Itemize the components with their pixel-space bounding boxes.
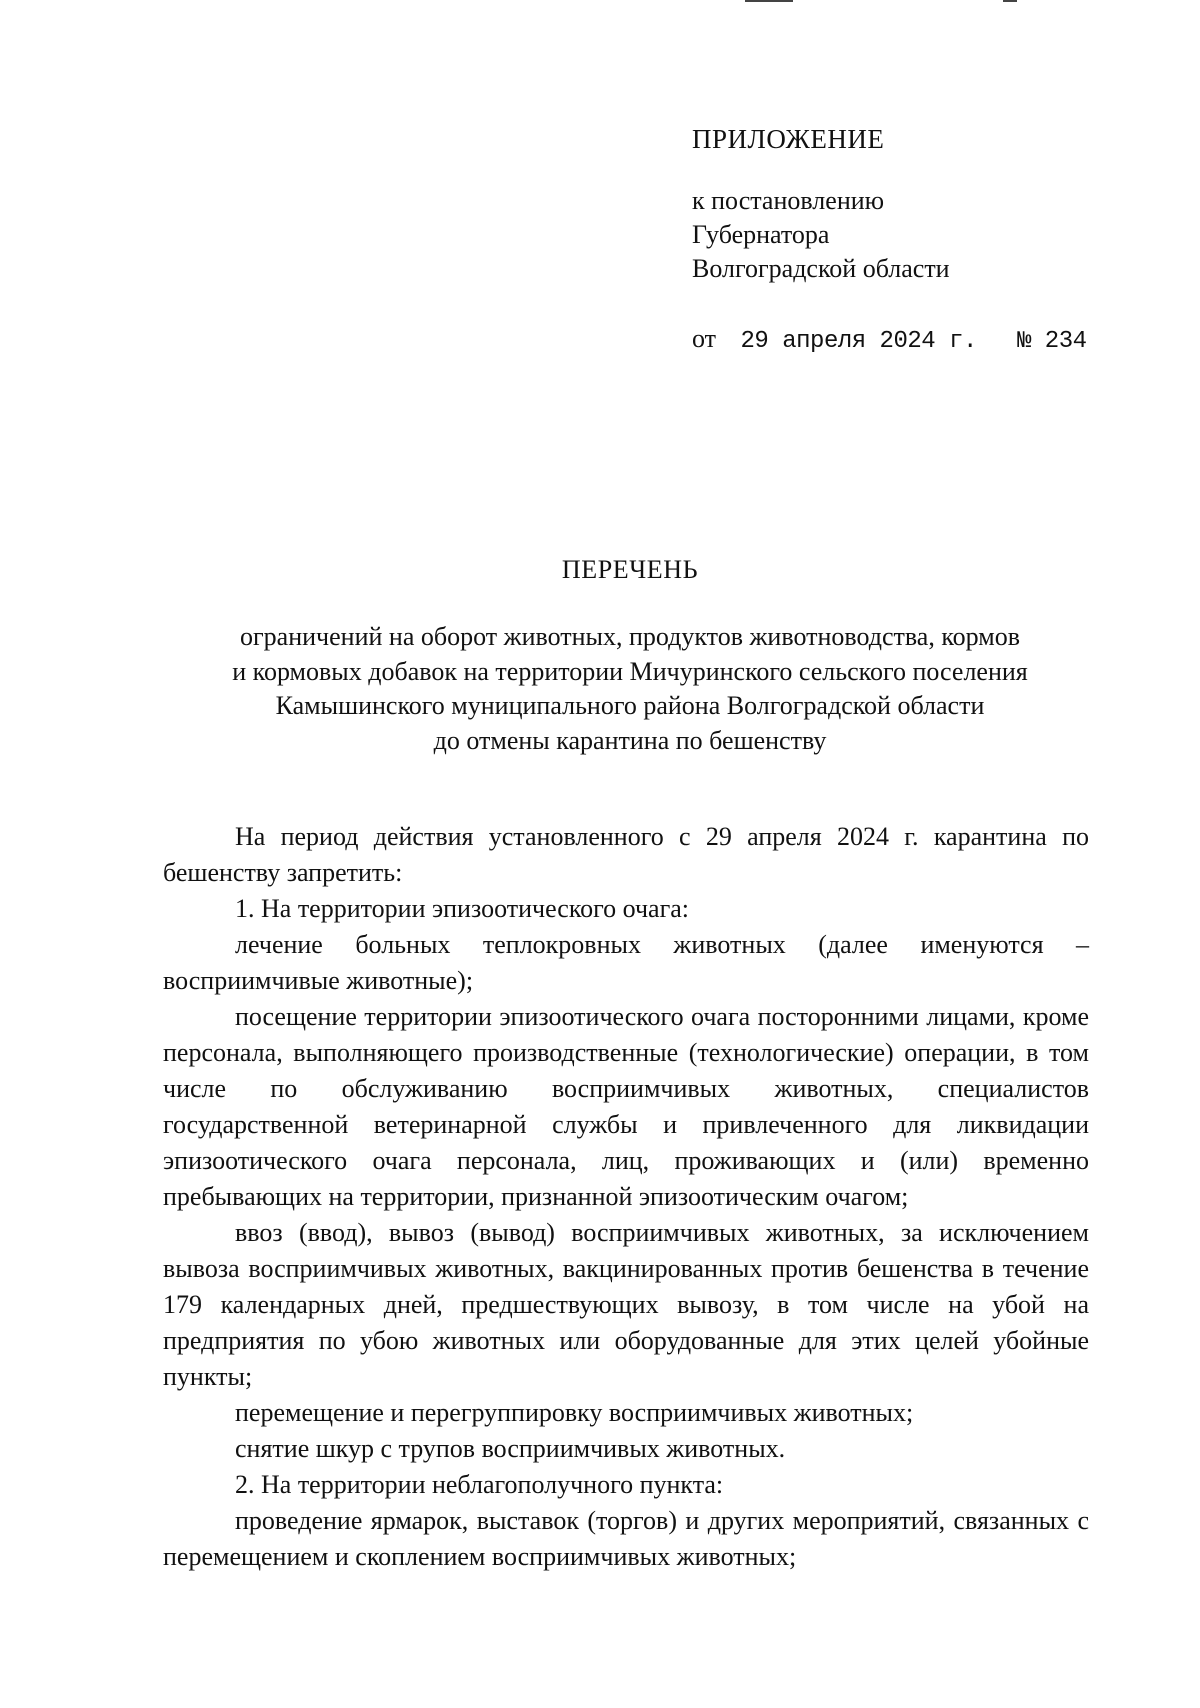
document-subtitle [160, 620, 1100, 758]
document-title: ПЕРЕЧЕНЬ [561, 555, 699, 584]
scan-artifact-marks [745, 0, 1025, 4]
decree-date: 29 апреля 2024 г. [740, 328, 977, 355]
subtitle-line: ограничений на оборот животных, продуктов животноводства, кормов [240, 622, 1020, 651]
document-body [163, 819, 1089, 1575]
scan-mark-right [1003, 0, 1017, 2]
scan-mark-left [745, 0, 793, 2]
paragraph-intro: На период действия установленного с 29 апреля 2024 г. карантина по бешенству запретить: [163, 822, 1089, 887]
decree-from-label: от [692, 324, 717, 353]
paragraph-movement: перемещение и перегруппировку восприимчивых животных; [235, 1398, 914, 1427]
paragraph-fairs: проведение ярмарок, выставок (торгов) и других мероприятий, связанных с перемещением и скоплением восприимчивых животных; [163, 1506, 1089, 1571]
paragraph-visits: посещение территории эпизоотического очага посторонними лицами, кроме персонала, выполняющего производственные (технологические) операции, в том числе по обслуживанию восприимчивых животных, специалистов государственной ветеринарной службы и привлеченного для ликвидации эпизоотического очага персонала, лиц, проживающих и (или) временно пребывающих на территории, признанной эпизоотическим очагом; [163, 1002, 1089, 1211]
paragraph-section-2-heading: 2. На территории неблагополучного пункта: [235, 1470, 724, 1499]
subtitle-line: до отмены карантина по бешенству [433, 725, 827, 755]
paragraph-import-export: ввоз (ввод), вывоз (вывод) восприимчивых животных, за исключением вывоза восприимчивых животных, вакцинированных против бешенства в течение 179 календарных дней, предшествующих вывозу, в том числе на убой на предприятия по убою животных или оборудованные для этих целей убойные пункты; [163, 1218, 1089, 1391]
appendix-block [692, 122, 1112, 286]
subtitle-line: и кормовых добавок на территории Мичуринского сельского поселения [232, 656, 1028, 686]
decree-reference [692, 322, 1112, 359]
decree-number-wrap [1017, 322, 1087, 359]
decree-number: № 234 [1017, 328, 1087, 355]
appendix-heading: ПРИЛОЖЕНИЕ [692, 124, 885, 154]
appendix-line-3: Волгоградской области [692, 254, 950, 283]
paragraph-section-1-heading: 1. На территории эпизоотического очага: [235, 894, 690, 923]
appendix-line-1: к постановлению [692, 186, 885, 215]
paragraph-treatment: лечение больных теплокровных животных (далее именуются – восприимчивые животные); [163, 930, 1089, 995]
subtitle-line: Камышинского муниципального района Волгоградской области [275, 691, 985, 720]
paragraph-skinning: снятие шкур с трупов восприимчивых животных. [235, 1434, 786, 1463]
appendix-line-2: Губернатора [692, 220, 830, 249]
